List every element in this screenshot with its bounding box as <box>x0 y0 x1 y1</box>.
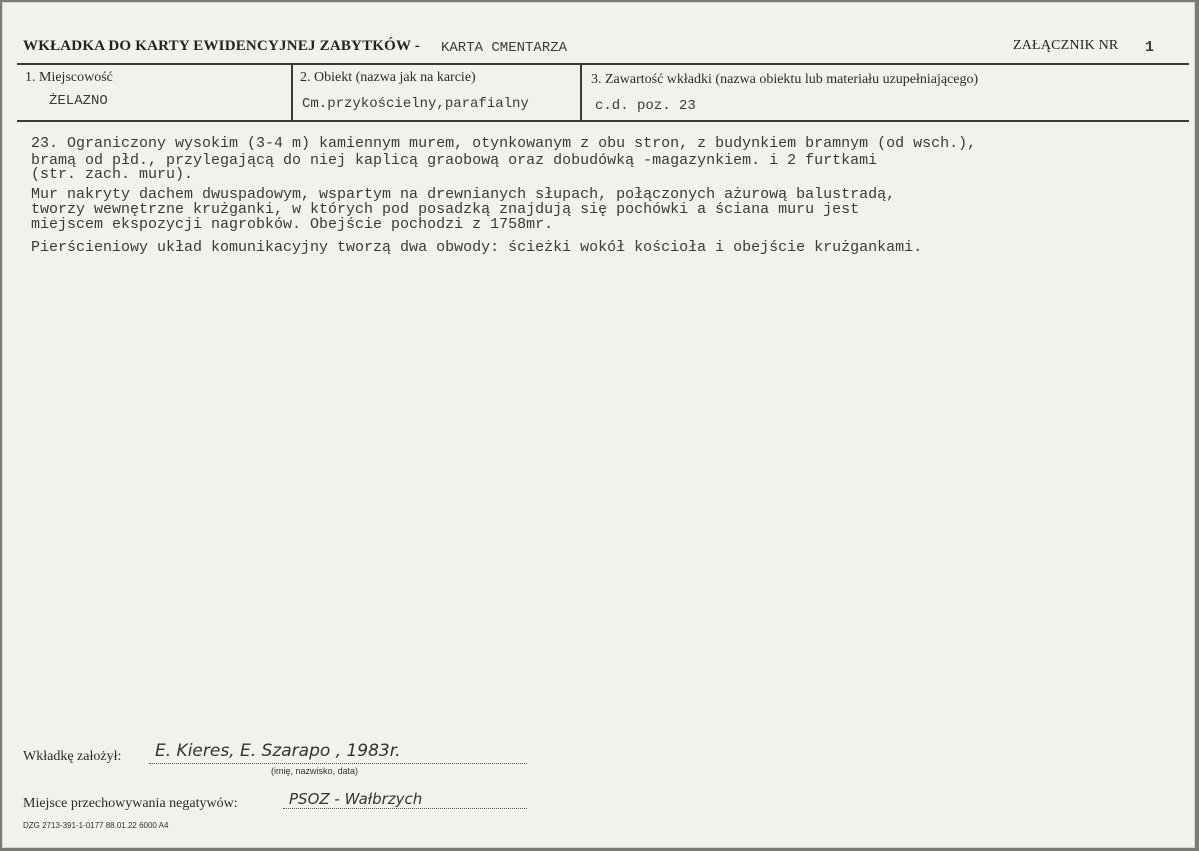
field-divider-1 <box>291 65 293 121</box>
body-line-7: Pierścieniowy układ komunikacyjny tworzą dwa obwody: ścieżki wokół kościoła i obejście krużgankami. <box>31 239 923 256</box>
author-line <box>149 763 527 764</box>
body-line-4: Mur nakryty dachem dwuspadowym, wspartym na drewnianych słupach, połączonych ażurową balustradą, <box>31 186 896 203</box>
body-line-5: tworzy wewnętrzne krużganki, w których pod posadzką znajdują się pochówki a ściana muru jest <box>31 201 860 218</box>
fields-rule <box>17 120 1189 122</box>
author-hint: (imię, nazwisko, data) <box>271 766 359 776</box>
storage-value: PSOZ - Wałbrzych <box>289 790 423 808</box>
body-line-3: (str. zach. muru). <box>31 166 194 183</box>
contents-value: c.d. poz. 23 <box>595 98 696 114</box>
contents-label: 3. Zawartość wkładki (nazwa obiektu lub materiału uzupełniającego) <box>591 72 979 87</box>
print-code: DZG 2713-391-1-0177 88.01.22 6000 A4 <box>23 821 169 830</box>
inventory-card <box>2 2 1195 848</box>
body-line-1: 23. Ograniczony wysokim (3-4 m) kamiennym murem, otynkowanym z obu stron, z budynkiem bramnym (od wsch.), <box>31 135 977 152</box>
annex-label: ZAŁĄCZNIK NR <box>1013 38 1119 53</box>
storage-line <box>283 808 527 809</box>
locality-value: ŻELAZNO <box>49 93 108 109</box>
body-line-2: bramą od płd., przylegającą do niej kaplicą graobową oraz dobudówką -magazynkiem. i 2 furtkami <box>31 152 878 169</box>
field-divider-2 <box>580 65 582 121</box>
locality-label: 1. Miejscowość <box>25 70 113 85</box>
author-label: Wkładkę założył: <box>23 749 122 764</box>
card-title: WKŁADKA DO KARTY EWIDENCYJNEJ ZABYTKÓW - <box>23 38 421 54</box>
card-type: KARTA CMENTARZA <box>441 40 568 56</box>
storage-label: Miejsce przechowywania negatywów: <box>23 796 238 811</box>
object-label: 2. Obiekt (nazwa jak na karcie) <box>300 70 476 85</box>
header-rule <box>17 63 1189 65</box>
annex-number: 1 <box>1145 39 1155 56</box>
object-value: Cm.przykościelny,parafialny <box>302 96 529 112</box>
author-signature: E. Kieres, E. Szarapo , 1983r. <box>155 741 401 761</box>
body-line-6: miejscem ekspozycji nagrobków. Obejście pochodzi z 1758mr. <box>31 216 554 233</box>
